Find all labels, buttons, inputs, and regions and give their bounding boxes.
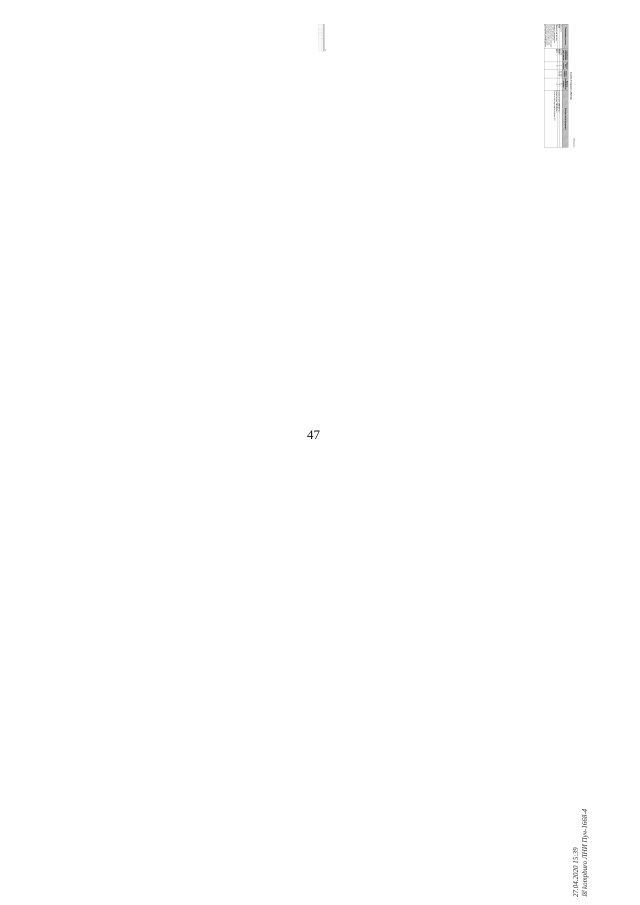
cell-type: С	[544, 62, 557, 70]
cell-code: ВерсФорм	[321, 29, 323, 31]
cell-format: N(9)	[320, 34, 321, 36]
table-title: Сведения об отправителе (ИдОтпр)	[569, 71, 572, 100]
header-code: Сокращенное наименование (код) элемента	[323, 29, 325, 32]
cell-name: Тип информации	[321, 24, 322, 27]
cell-name: Сведения об отправителе	[319, 24, 320, 28]
header-name: Наименование элемента	[323, 24, 325, 29]
cell-type: С	[319, 33, 320, 34]
cell-type: А	[320, 33, 322, 34]
table-row	[318, 24, 319, 51]
cell-required: О	[321, 37, 323, 38]
cell-format: T(=12)	[558, 69, 560, 78]
header-required: Признак обязательности элемента	[323, 35, 325, 39]
table-4-1	[318, 24, 325, 51]
cell-name: Идентификатор файла	[322, 24, 324, 28]
footer-signature: ☒ kompburo ЛНИ Пуч-1668-4	[581, 808, 589, 897]
cell-type: А	[320, 33, 321, 34]
cell-name: Фамилия, имя, отчество нотариуса, занимающегося частной практикой, или помощника нотариуса либо иного замещающего нотариуса лица, осуществившего нотариальное удостоверение договора дарения	[544, 24, 558, 48]
header-type: Признак типа элемента	[323, 32, 325, 34]
cell-format: T(1-100)	[560, 70, 562, 77]
table-caption: Таблица 4.2	[572, 138, 575, 148]
table-4-2-block	[544, 24, 640, 240]
cell-format: T(1-40)	[320, 34, 322, 36]
cell-required: О	[320, 37, 321, 38]
header-format: Формат элемента	[563, 70, 568, 77]
table-header-row	[562, 24, 568, 147]
table-4-2	[544, 24, 568, 147]
cell-name: Должность	[560, 24, 562, 48]
cell-info	[544, 90, 557, 147]
cell-code: ФИО	[544, 48, 557, 62]
cell-required: О	[319, 37, 320, 38]
cell-type: А	[560, 62, 562, 70]
header-info: Дополнительная информация	[562, 90, 568, 147]
cell-code: ИННФЛ	[558, 48, 560, 62]
cell-type: А	[558, 62, 560, 70]
cell-code: ИдОтпр	[319, 29, 320, 31]
cell-info	[318, 38, 319, 51]
cell-type: А	[321, 33, 323, 34]
table-header-row	[323, 24, 324, 51]
cell-code: ТипИнф	[321, 29, 322, 31]
cell-info	[322, 35, 325, 51]
cell-required: О	[321, 37, 322, 38]
cell-info	[321, 35, 325, 51]
cell-code: КолДок	[320, 29, 321, 31]
cell-name: Количество документов	[320, 24, 321, 28]
cell-code: ДолжОтв	[560, 48, 562, 62]
cell-required: О	[558, 78, 560, 90]
table-row	[322, 24, 323, 51]
info-line: Типовой элемент <ФИОПрТип>.	[555, 90, 558, 113]
cell-required: О	[318, 37, 319, 38]
table-caption: Таблица 4.1	[325, 49, 326, 52]
cell-info	[558, 90, 560, 147]
header-name: Наименование элемента	[562, 24, 568, 48]
cell-code: ИдФайл	[322, 29, 324, 31]
cell-name: Версия формата	[321, 24, 323, 27]
cell-required: Н	[320, 37, 322, 38]
table-row	[319, 24, 320, 51]
info-line: Типовой элемент <ИННФЛТип>	[557, 90, 560, 113]
footer-stamp	[572, 757, 590, 897]
header-info: Дополнительная информация	[323, 38, 324, 51]
header-type: Признак типа элемента	[562, 62, 568, 69]
table-row	[321, 24, 322, 51]
cell-name: ИНН	[558, 24, 560, 48]
info-line: Состав элемента представлен в таблице 4.31	[553, 90, 556, 121]
table-row	[558, 24, 560, 147]
cell-type: А	[322, 33, 324, 34]
cell-type: С	[318, 33, 319, 34]
cell-format	[544, 69, 557, 78]
cell-format: T(1-255)	[322, 34, 324, 36]
cell-required: О	[544, 78, 557, 90]
table-row	[544, 24, 557, 147]
cell-type: А	[321, 33, 322, 34]
cell-code: ВерсПрог	[320, 29, 322, 31]
cell-info	[319, 38, 320, 51]
header-required: Признак обязательности элемента	[562, 78, 568, 90]
header-format: Формат элемента	[323, 34, 325, 36]
footer-date: 27.04.2020 15:39	[572, 847, 580, 897]
cell-name: Сведения о нотариальном удостоверении договора дарения	[318, 24, 319, 29]
cell-info	[319, 38, 320, 51]
cell-required: ОУ	[322, 36, 324, 38]
cell-name: Версия передающей программы	[320, 24, 322, 29]
table-row	[321, 24, 322, 51]
header-code: Сокращенное наименование (код) элемента	[562, 49, 568, 61]
cell-format: T(1-5)	[321, 34, 323, 36]
cell-format: T(1-50)	[321, 34, 322, 36]
page-number: 47	[307, 427, 320, 442]
cell-code: Документ	[318, 29, 319, 31]
cell-required: Н	[560, 78, 562, 90]
